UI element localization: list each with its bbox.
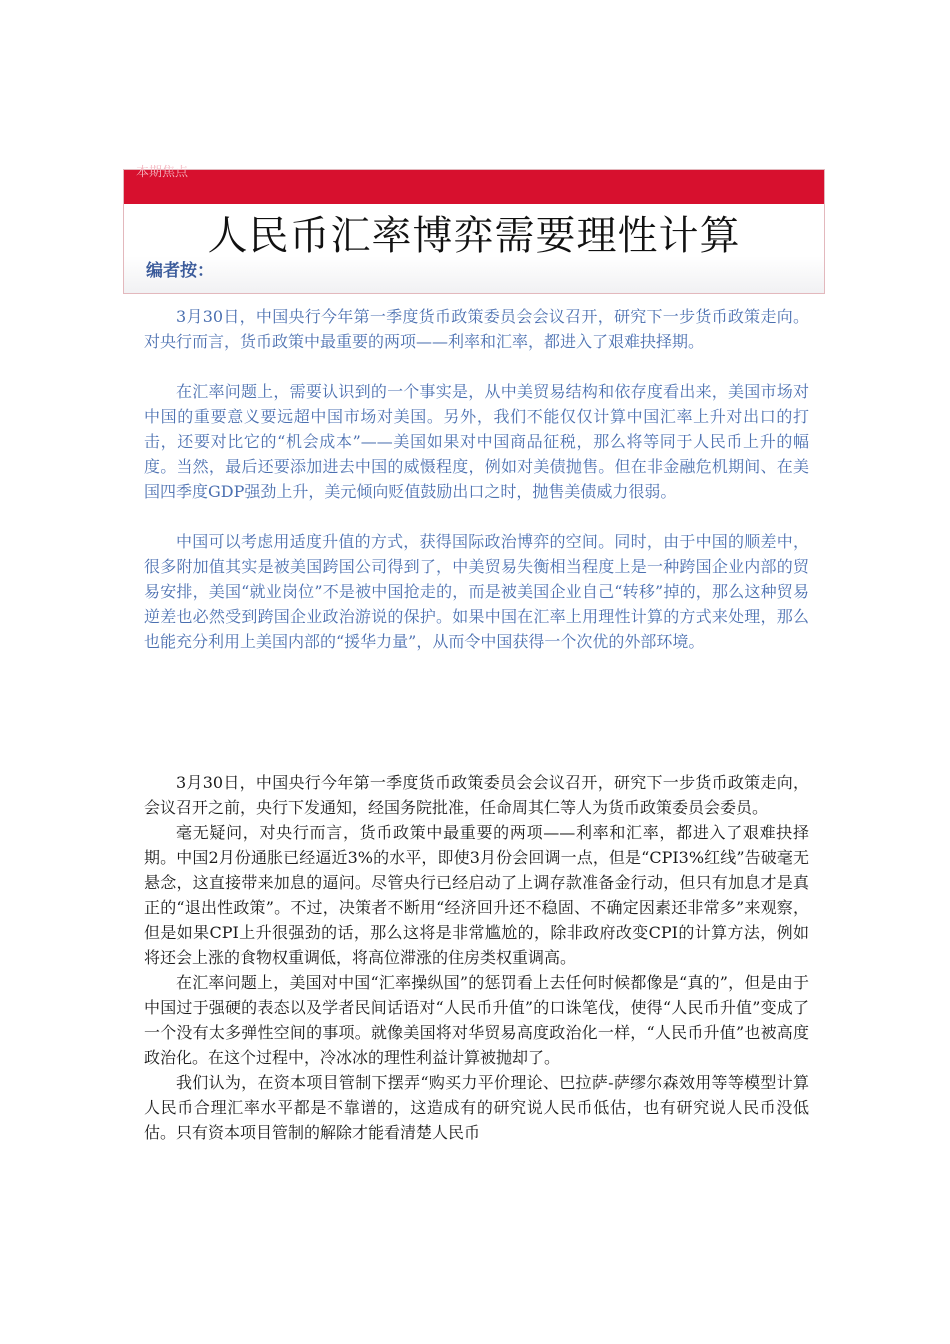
editor-paragraph-1: 3月30日，中国央行今年第一季度货币政策委员会会议召开，研究下一步货币政策走向。对央行而言，货币政策中最重要的两项——利率和汇率，都进入了艰难抉择期。 xyxy=(144,307,809,351)
article-paragraph-1: 3月30日，中国央行今年第一季度货币政策委员会会议召开，研究下一步货币政策走向，会议召开之前，央行下发通知，经国务院批准，任命周其仁等人为货币政策委员会委员。 xyxy=(144,773,809,817)
red-header-band xyxy=(124,165,824,204)
article-body xyxy=(144,770,809,1145)
article-paragraph-4: 我们认为，在资本项目管制下摆弄“购买力平价理论、巴拉萨-萨缪尔森效用等等模型计算人民币合理汇率水平都是不靠谱的，这造成有的研究说人民币低估，也有研究说人民币没低估。只有资本项目管制的解除才能看清楚人民币 xyxy=(144,1073,809,1142)
article-paragraph-3: 在汇率问题上，美国对中国“汇率操纵国”的惩罚看上去任何时候都像是“真的”，但是由于中国过于强硬的表态以及学者民间话语对“人民币升值”的口诛笔伐，使得“人民币升值”变成了一个没有太多弹性空间的事项。就像美国将对华贸易高度政治化一样，“人民币升值”也被高度政治化。在这个过程中，冷冰冰的理性利益计算被抛却了。 xyxy=(144,973,809,1067)
editor-note xyxy=(144,304,809,654)
editor-paragraph-2: 在汇率问题上，需要认识到的一个事实是，从中美贸易结构和依存度看出来，美国市场对中国的重要意义要远超中国市场对美国。另外，我们不能仅仅计算中国汇率上升对出口的打击，还要对比它的“机会成本”——美国如果对中国商品征税，那么将等同于人民币上升的幅度。当然，最后还要添加进去中国的威慑程度，例如对美债抛售。但在非金融危机期间、在美国四季度GDP强劲上升，美元倾向贬值鼓励出口之时，抛售美债威力很弱。 xyxy=(144,382,809,501)
editor-paragraph-3: 中国可以考虑用适度升值的方式，获得国际政治博弈的空间。同时，由于中国的顺差中，很多附加值其实是被美国跨国公司得到了，中美贸易失衡相当程度上是一种跨国企业内部的贸易安排，美国“就业岗位”不是被中国抢走的，而是被美国企业自己“转移”掉的，那么这种贸易逆差也必然受到跨国企业政治游说的保护。如果中国在汇率上用理性计算的方式来处理，那么也能充分利用上美国内部的“援华力量”，从而令中国获得一个次优的外部环境。 xyxy=(144,532,809,651)
section-label: 本期焦点 xyxy=(136,165,189,180)
article-paragraph-2: 毫无疑问，对央行而言，货币政策中最重要的两项——利率和汇率，都进入了艰难抉择期。中国2月份通胀已经逼近3%的水平，即使3月份会回调一点，但是“CPI3%红线”告破毫无悬念，这直接带来加息的逼问。尽管央行已经启动了上调存款准备金行动，但只有加息才是真正的“退出性政策”。不过，决策者不断用“经济回升还不稳固、不确定因素还非常多”来观察，但是如果CPI上升很强劲的话，那么这将是非常尴尬的，除非政府改变CPI的计算方法，例如将还会上涨的食物权重调低，将高位滞涨的住房类权重调高。 xyxy=(144,823,809,967)
editor-note-label: 编者按： xyxy=(146,261,214,281)
feature-header xyxy=(123,165,825,294)
page-title: 人民币汇率博弈需要理性计算 xyxy=(207,213,741,259)
